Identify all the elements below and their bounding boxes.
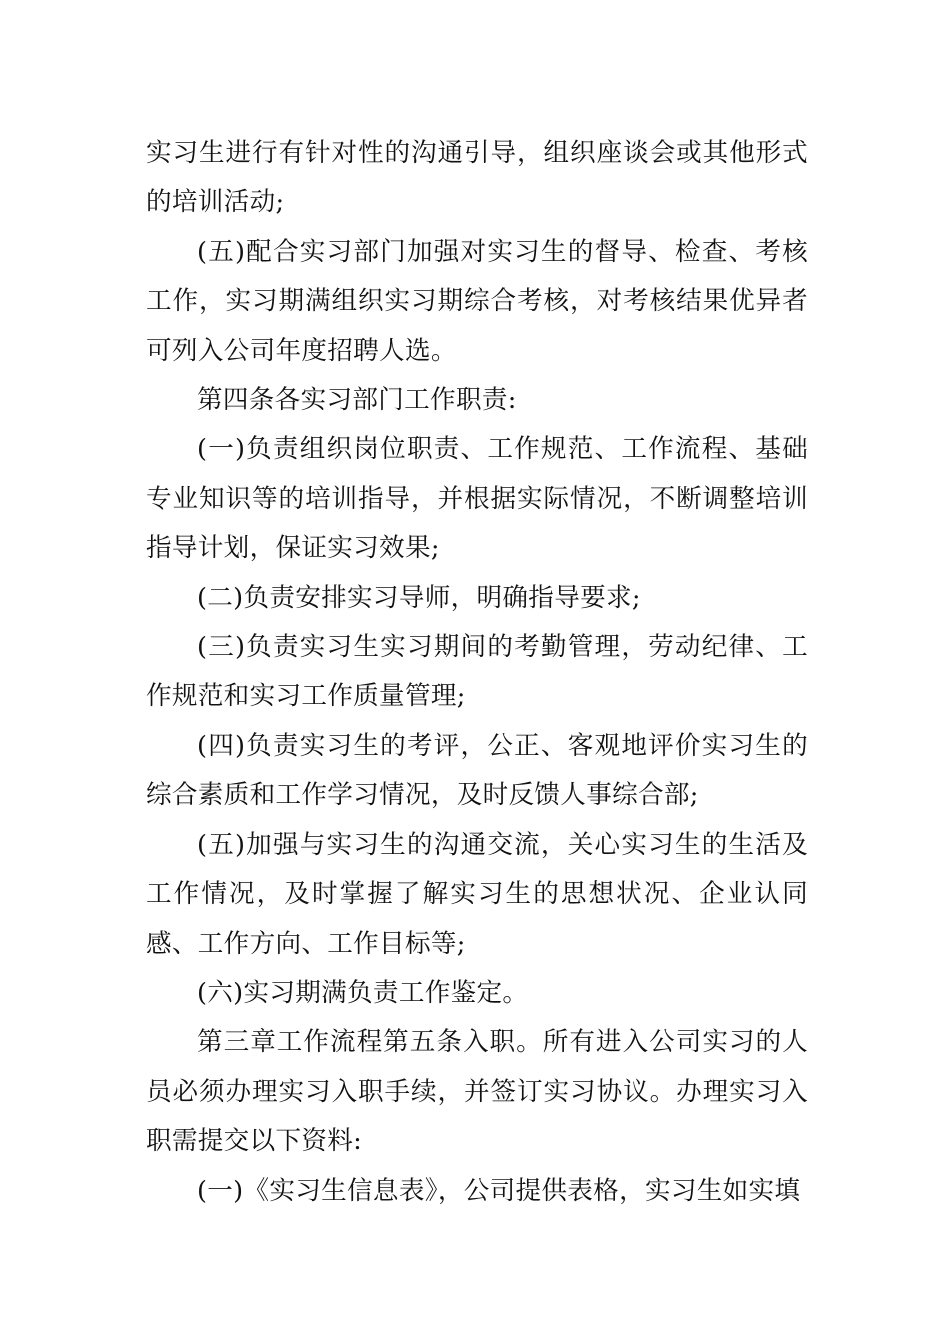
paragraph-item-6-appraisal: (六)实习期满负责工作鉴定。: [197, 977, 529, 1008]
paragraph-item-5-supervision: (五)配合实习部门加强对实习生的督导、检查、考核工作，实习期满组织实习期综合考核，对考核结果优异者可列入公司年度招聘人选。: [146, 236, 808, 366]
article-4-heading: 第四条各实习部门工作职责:: [197, 385, 517, 416]
paragraph-item-5-communication: (五)加强与实习生的沟通交流，关心实习生的生活及工作情况，及时掌握了解实习生的思想状况、企业认同感、工作方向、工作目标等;: [146, 829, 808, 959]
chapter-3-article-5: 第三章工作流程第五条入职。所有进入公司实习的人员必须办理实习入职手续，并签订实习协议。办理实习入职需提交以下资料:: [146, 1027, 808, 1157]
paragraph-continuation: 实习生进行有针对性的沟通引导，组织座谈会或其他形式的培训活动;: [146, 138, 808, 218]
paragraph-item-1-info-form: (一)《实习生信息表》，公司提供表格，实习生如实填: [197, 1175, 801, 1206]
paragraph-item-3-attendance: (三)负责实习生实习期间的考勤管理，劳动纪律、工作规范和实习工作质量管理;: [146, 632, 808, 712]
paragraph-item-1-training: (一)负责组织岗位职责、工作规范、工作流程、基础专业知识等的培训指导，并根据实际情况，不断调整培训指导计划，保证实习效果;: [146, 434, 808, 564]
paragraph-item-2-mentor: (二)负责安排实习导师，明确指导要求;: [197, 582, 641, 613]
paragraph-item-4-evaluation: (四)负责实习生的考评，公正、客观地评价实习生的综合素质和工作学习情况，及时反馈人事综合部;: [146, 730, 808, 811]
document-body: [146, 129, 808, 1216]
